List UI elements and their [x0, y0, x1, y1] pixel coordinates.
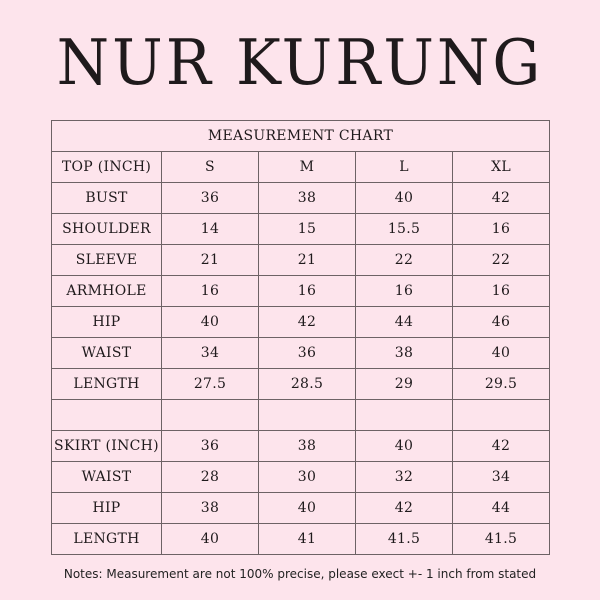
size-value: 44	[356, 307, 453, 338]
size-value: 21	[259, 245, 356, 276]
top-table-row	[52, 338, 550, 369]
size-value: 16	[259, 276, 356, 307]
size-value: 40	[453, 338, 550, 369]
size-value: 28.5	[259, 369, 356, 400]
row-label: LENGTH	[52, 369, 162, 400]
row-label: HIP	[52, 307, 162, 338]
size-value: 28	[162, 462, 259, 493]
size-value: 27.5	[162, 369, 259, 400]
top-header-row	[52, 152, 550, 183]
row-label: SKIRT (INCH)	[52, 431, 162, 462]
size-value: 15	[259, 214, 356, 245]
top-table-row	[52, 183, 550, 214]
row-label: WAIST	[52, 338, 162, 369]
size-value: 46	[453, 307, 550, 338]
size-value: 16	[162, 276, 259, 307]
size-value: 40	[162, 307, 259, 338]
size-value: 34	[453, 462, 550, 493]
size-value: 40	[162, 524, 259, 555]
size-value: 16	[356, 276, 453, 307]
size-value: 36	[162, 431, 259, 462]
row-label: HIP	[52, 493, 162, 524]
measurement-chart	[51, 120, 550, 555]
size-value: 40	[356, 431, 453, 462]
chart-title: MEASUREMENT CHART	[52, 121, 550, 152]
size-value: S	[162, 152, 259, 183]
size-value: 40	[356, 183, 453, 214]
empty-cell	[162, 400, 259, 431]
size-value: 38	[259, 431, 356, 462]
size-value: 38	[259, 183, 356, 214]
empty-cell	[259, 400, 356, 431]
size-value: 42	[259, 307, 356, 338]
skirt-header-row	[52, 431, 550, 462]
top-table-row	[52, 369, 550, 400]
size-value: M	[259, 152, 356, 183]
size-value: 42	[453, 183, 550, 214]
skirt-table-row	[52, 524, 550, 555]
size-value: 40	[259, 493, 356, 524]
row-label: WAIST	[52, 462, 162, 493]
size-value: 16	[453, 276, 550, 307]
row-label: TOP (INCH)	[52, 152, 162, 183]
size-value: 42	[453, 431, 550, 462]
empty-cell	[52, 400, 162, 431]
spacer-row	[52, 400, 550, 431]
empty-cell	[453, 400, 550, 431]
size-value: 41.5	[453, 524, 550, 555]
row-label: SLEEVE	[52, 245, 162, 276]
size-value: 41.5	[356, 524, 453, 555]
size-value: 21	[162, 245, 259, 276]
size-value: 14	[162, 214, 259, 245]
size-value: 38	[162, 493, 259, 524]
size-value: 34	[162, 338, 259, 369]
top-table-row	[52, 245, 550, 276]
size-value: 36	[259, 338, 356, 369]
size-value: 30	[259, 462, 356, 493]
size-value: 44	[453, 493, 550, 524]
size-value: 29	[356, 369, 453, 400]
row-label: BUST	[52, 183, 162, 214]
size-value: 22	[356, 245, 453, 276]
top-table-row	[52, 214, 550, 245]
brand-title: NUR KURUNG	[56, 26, 544, 100]
top-table-row	[52, 307, 550, 338]
empty-cell	[356, 400, 453, 431]
row-label: LENGTH	[52, 524, 162, 555]
size-value: 38	[356, 338, 453, 369]
size-value: 42	[356, 493, 453, 524]
size-value: 16	[453, 214, 550, 245]
row-label: SHOULDER	[52, 214, 162, 245]
top-table-row	[52, 276, 550, 307]
row-label: ARMHOLE	[52, 276, 162, 307]
size-value: 29.5	[453, 369, 550, 400]
notes-text: Notes: Measurement are not 100% precise, please exect +- 1 inch from stated	[63, 567, 537, 581]
skirt-table-row	[52, 462, 550, 493]
size-value: 36	[162, 183, 259, 214]
chart-title-row	[52, 121, 550, 152]
size-value: 41	[259, 524, 356, 555]
size-value: 15.5	[356, 214, 453, 245]
size-value: XL	[453, 152, 550, 183]
skirt-table-row	[52, 493, 550, 524]
size-value: 32	[356, 462, 453, 493]
size-value: 22	[453, 245, 550, 276]
size-value: L	[356, 152, 453, 183]
